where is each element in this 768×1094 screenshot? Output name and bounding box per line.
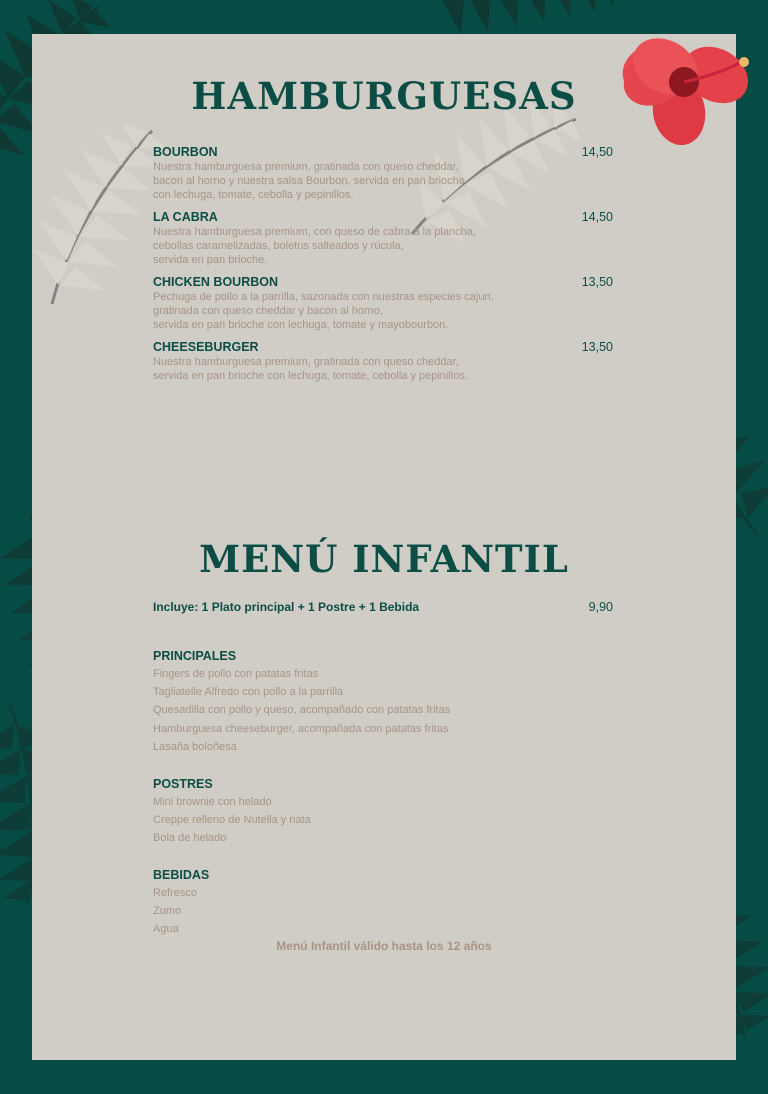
bebidas-group [153, 866, 613, 939]
postres-group [153, 775, 613, 848]
list-item: Lasaña boloñesa [153, 740, 237, 753]
item-price: 14,50 [581, 210, 613, 224]
list-item: Hamburguesa cheeseburger, acompañada con patatas fritas [153, 722, 449, 735]
menu-item [153, 210, 613, 267]
group-title: PRINCIPALES [153, 649, 237, 663]
group-title: BEBIDAS [153, 868, 210, 882]
hamburguesas-title: HAMBURGUESAS [191, 74, 577, 118]
list-item: Tagliatelle Alfredo con pollo a la parrilla [153, 686, 344, 699]
list-item: Quesadilla con pollo y queso, acompañado con patatas fritas [153, 704, 451, 717]
item-price: 14,50 [581, 145, 613, 159]
item-price: 13,50 [581, 275, 613, 289]
list-item: Refresco [153, 887, 198, 899]
item-description: Pechuga de pollo a la parrilla, sazonada con nuestras especies cajun, gratinada con queso cheddar y bacon al horno, servida en pan brioche con lechuga, tomate y mayobourbon. [153, 291, 494, 331]
item-description: Nuestra hamburguesa premium, con queso de cabra a la plancha, cebollas caramelizadas, boletus salteados y rúcula, servida en pan brioche. [153, 226, 476, 266]
principales-group [153, 647, 613, 756]
list-item: Zumo [153, 905, 182, 918]
menu-includes [153, 600, 613, 614]
list-item: Agua [153, 923, 179, 936]
list-item: Creppe relleno de Nutella y nata [153, 814, 311, 827]
item-price: 13,50 [581, 340, 613, 354]
list-item: Bola de helado [153, 832, 227, 845]
item-name: BOURBON [153, 145, 218, 159]
item-description: Nuestra hamburguesa premium, gratinada con queso cheddar, servida en pan brioche con lechuga, tomate, cebolla y pepinillos. [153, 356, 468, 382]
list-item: Mini brownie con helado [153, 796, 272, 808]
group-title: POSTRES [153, 777, 213, 791]
item-description: Nuestra hamburguesa premium, gratinada con queso cheddar, bacon al horno y nuestra salsa Bourbon, servida en pan brioche con lechuga, tomate, cebolla y pepinillos. [153, 161, 465, 201]
menu-item [153, 275, 613, 332]
item-name: CHICKEN BOURBON [153, 275, 278, 289]
menu-item [153, 340, 613, 383]
menu-price: 9,90 [588, 600, 613, 614]
includes-text: Incluye: 1 Plato principal + 1 Postre + 1 Bebida [153, 600, 420, 614]
item-name: CHEESEBURGER [153, 340, 259, 354]
menu-item [153, 145, 613, 202]
menu-infantil-title: MENÚ INFANTIL [199, 537, 569, 581]
age-note: Menú Infantil válido hasta los 12 años [276, 939, 492, 953]
item-name: LA CABRA [153, 210, 218, 224]
list-item: Fingers de pollo con patatas fritas [153, 668, 319, 680]
